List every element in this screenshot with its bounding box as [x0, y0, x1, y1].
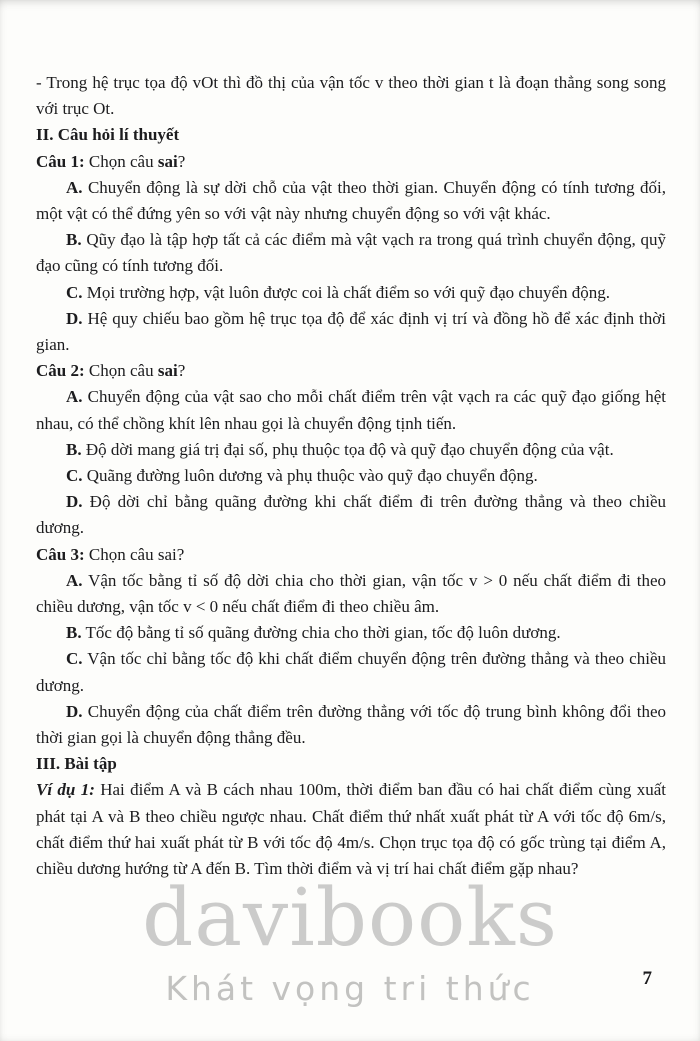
answer-option-paragraph — [36, 568, 666, 620]
section-heading — [36, 751, 666, 777]
answer-option-paragraph — [36, 646, 666, 698]
text-segment: D. — [66, 492, 83, 512]
text-segment: III. Bài tập — [36, 754, 117, 774]
text-segment: ? — [177, 361, 186, 381]
text-segment: A. — [66, 177, 83, 197]
section-heading — [36, 122, 666, 148]
answer-option-paragraph — [36, 384, 666, 436]
paragraph — [36, 777, 666, 882]
text-segment: C. — [66, 282, 83, 302]
text-segment: A. — [66, 570, 83, 590]
paragraph-list — [36, 70, 666, 882]
paragraph — [36, 70, 666, 122]
text-segment: B. — [66, 623, 82, 643]
text-segment: Vận tốc chỉ bằng tốc độ khi chất điểm chuyển động trên đường thẳng và theo chiều dương. — [36, 649, 666, 695]
question-label-paragraph — [36, 542, 666, 568]
text-segment: C. — [66, 466, 83, 486]
text-segment: Chuyển động của vật sao cho mỗi chất điểm trên vật vạch ra các quỹ đạo giống hệt nhau, có thể chồng khít lên nhau gọi là chuyển động tịnh tiến. — [36, 387, 666, 433]
answer-option-paragraph — [36, 463, 666, 489]
question-label-paragraph — [36, 149, 666, 175]
answer-option-paragraph — [36, 489, 666, 541]
text-segment: Chuyển động là sự dời chỗ của vật theo thời gian. Chuyển động có tính tương đối, một vật có thể đứng yên so với vật này nhưng chuyển động so với vật khác. — [36, 177, 666, 224]
answer-option-paragraph — [36, 280, 666, 306]
text-segment: II. Câu hỏi lí thuyết — [36, 125, 180, 145]
text-segment: Chọn câu — [84, 361, 158, 381]
answer-option-paragraph — [36, 437, 666, 463]
answer-option-paragraph — [36, 175, 666, 227]
text-segment: Mọi trường hợp, vật luôn được coi là chất điểm so với quỹ đạo chuyển động. — [82, 282, 610, 302]
text-segment: Qũy đạo là tập hợp tất cả các điểm mà vật vạch ra trong quá trình chuyển động, quỹ đạo cũng có tính tương đối. — [36, 230, 666, 276]
text-segment: Quãng đường luôn dương và phụ thuộc vào quỹ đạo chuyển động. — [82, 466, 538, 486]
text-segment: Câu 3: — [36, 544, 85, 564]
text-segment: Vận tốc bằng tỉ số độ dời chia cho thời gian, vận tốc v > 0 nếu chất điểm đi theo chiều dương, vận tốc v < 0 nếu chất điểm đi theo chiều âm. — [36, 570, 666, 617]
text-segment: ? — [177, 151, 186, 171]
text-segment: Chọn câu sai? — [84, 544, 185, 564]
text-segment: Chuyển động của chất điểm trên đường thẳng với tốc độ trung bình không đổi theo thời gian gọi là chuyển động thẳng đều. — [36, 701, 666, 748]
answer-option-paragraph — [36, 699, 666, 751]
text-segment: C. — [66, 649, 83, 669]
text-segment: Hai điểm A và B cách nhau 100m, thời điểm ban đầu có hai chất điểm cùng xuất phát tại A và B theo chiều ngược nhau. Chất điểm thứ nhất xuất phát từ A với tốc độ 6m/s, chất điểm thứ hai xuất phát từ B với tốc độ 4m/s. Chọn trục tọa độ có gốc trùng tại điểm A, chiều dương hướng từ A đến B. Tìm thời điểm và vị trí hai chất điểm gặp nhau? — [36, 780, 666, 879]
text-segment: Độ dời mang giá trị đại số, phụ thuộc tọa độ và quỹ đạo chuyển động của vật. — [81, 439, 614, 459]
text-segment: A. — [66, 387, 83, 407]
question-label-paragraph — [36, 358, 666, 384]
text-segment: Câu 2: — [36, 361, 85, 381]
text-segment: B. — [66, 439, 82, 459]
answer-option-paragraph — [36, 306, 666, 358]
text-segment: B. — [66, 230, 82, 250]
text-segment: Hệ quy chiếu bao gồm hệ trục tọa độ để xác định vị trí và đồng hồ để xác định thời gian. — [36, 308, 666, 355]
text-segment: D. — [66, 701, 83, 721]
text-segment: sai — [157, 361, 178, 381]
page-number: 7 — [642, 968, 652, 989]
text-segment: Câu 1: — [36, 151, 85, 171]
text-segment: D. — [66, 308, 83, 328]
text-segment: sai — [157, 151, 178, 171]
answer-option-paragraph — [36, 227, 666, 279]
answer-option-paragraph — [36, 620, 666, 646]
watermark-slogan: Khát vọng tri thức — [165, 969, 535, 1008]
text-segment: Ví dụ 1: — [36, 780, 95, 800]
text-segment: Tốc độ bằng tỉ số quãng đường chia cho thời gian, tốc độ luôn dương. — [81, 623, 561, 643]
watermark-brand: davibooks — [142, 871, 558, 964]
text-segment: - Trong hệ trục tọa độ vOt thì đồ thị của vận tốc v theo thời gian t là đoạn thẳng song song với trục Ot. — [36, 73, 666, 119]
text-segment: Chọn câu — [84, 151, 158, 171]
text-segment: Độ dời chỉ bằng quãng đường khi chất điểm đi trên đường thẳng và theo chiều dương. — [36, 492, 666, 538]
